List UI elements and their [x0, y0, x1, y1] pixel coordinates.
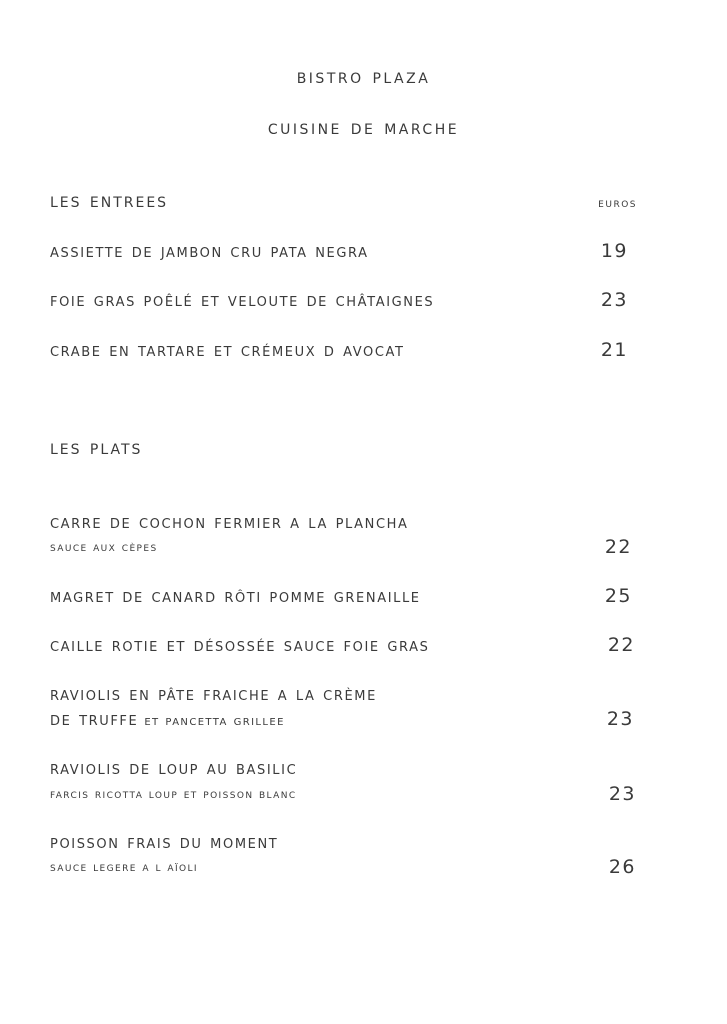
- dish-name: assiette de jambon cru pata negra: [50, 240, 369, 262]
- section-heading-entrees: les entrees: [50, 188, 169, 212]
- dish-price: 23: [608, 783, 636, 805]
- dish-note: et pancetta grillee: [144, 713, 285, 729]
- section-heading-plats: les plats: [50, 435, 143, 459]
- dish-name: carre de cochon fermier a la plancha: [50, 511, 409, 533]
- dish-price: 23: [600, 289, 628, 311]
- dish-note: farcis ricotta loup et poisson blanc: [50, 787, 297, 802]
- dish-name: foie gras poêlé et veloute de châtaignes: [50, 289, 435, 311]
- dish-name: crabe en tartare et crémeux d avocat: [50, 339, 405, 361]
- dish-name-continuation: de truffe: [50, 708, 139, 730]
- dish-name: caille rotie et désossée sauce foie gras: [50, 634, 430, 656]
- dish-name: raviolis en pâte fraiche a la crème: [50, 683, 377, 705]
- dish-name: raviolis de loup au basilic: [50, 757, 298, 779]
- dish-price: 22: [604, 536, 632, 558]
- dish-name: poisson frais du moment: [50, 831, 279, 853]
- dish-name-line2: [50, 708, 285, 730]
- dish-price: 26: [608, 856, 636, 878]
- menu-subtitle: cuisine de marche: [267, 115, 460, 139]
- dish-price: 22: [607, 634, 635, 656]
- dish-price: 21: [600, 339, 628, 361]
- dish-price: 23: [606, 708, 634, 730]
- currency-label: euros: [598, 196, 637, 211]
- dish-note: sauce legere a l aïoli: [50, 860, 198, 875]
- dish-price: 19: [600, 240, 628, 262]
- dish-name: magret de canard rôti pomme grenaille: [50, 585, 421, 607]
- dish-note: sauce aux cèpes: [50, 540, 158, 555]
- restaurant-name: bistro plaza: [296, 64, 431, 88]
- dish-price: 25: [604, 585, 632, 607]
